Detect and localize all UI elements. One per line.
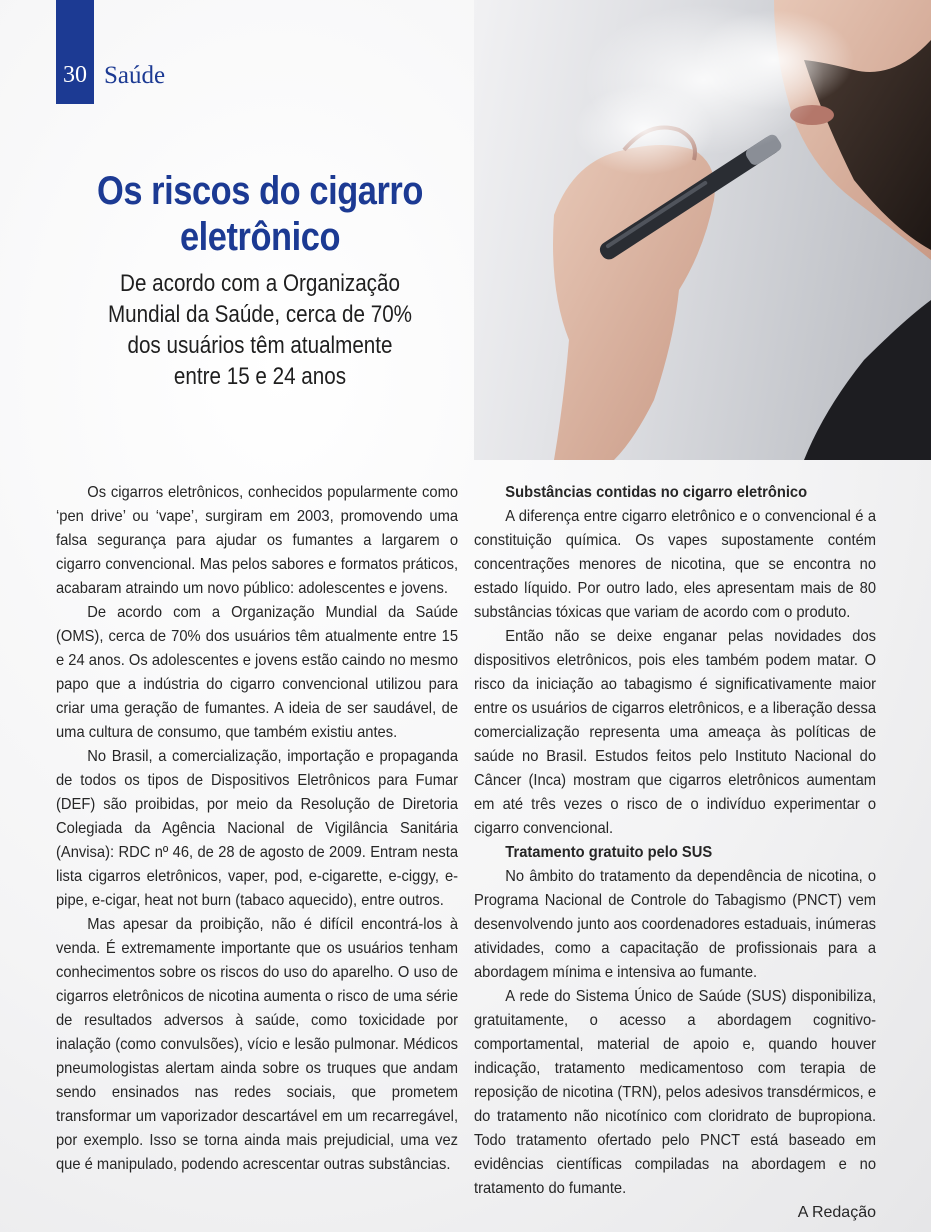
subheading-substances: Substâncias contidas no cigarro eletrônico bbox=[505, 484, 808, 501]
body-paragraph: De acordo com a Organização Mundial da Saúde (OMS), cerca de 70% dos usuários têm atualmente entre 15 e 24 anos. Os adolescentes e jovens estão caindo no mesmo papo que a indústria do cigarro convencional utilizou para criar uma geração de fumantes. A ideia de ser saudável, de uma cultura de consumo, que também existiu antes. bbox=[56, 604, 459, 741]
body-paragraph: A diferença entre cigarro eletrônico e o convencional é a constituição química. Os vapes supostamente contém concentrações menores de nicotina, que se encontra no estado líquido. Por outro lado, eles apresentam mais de 80 substâncias tóxicas que variam de acordo com o produto. bbox=[474, 508, 877, 621]
article-title: Os riscos do cigarro eletrônico bbox=[97, 169, 423, 259]
body-paragraph: No âmbito do tratamento da dependência de nicotina, o Programa Nacional de Controle do Tabagismo (PNCT) vem desenvolvendo junto aos coordenadores estaduais, inúmeras atividades, como a capacitação de profissionais para a abordagem mínima e intensiva ao fumante. bbox=[474, 868, 877, 981]
article-left-column bbox=[56, 481, 458, 1177]
body-paragraph: A rede do Sistema Único de Saúde (SUS) disponibiliza, gratuitamente, o acesso a abordagem cognitivo-comportamental, material de apoio e, quando houver indicação, tratamento medicamentoso com terapia de reposição de nicotina (TRN), pelos adesivos transdérmicos, e do tratamento não nicotínico com cloridrato de bupropiona. Todo tratamento ofertado pelo PNCT está baseado em evidências científicas compiladas na abordagem e no tratamento do fumante. bbox=[474, 988, 877, 1197]
body-paragraph: Então não se deixe enganar pelas novidades dos dispositivos eletrônicos, pois eles também podem matar. O risco da iniciação ao tabagismo é significativamente maior entre os usuários de cigarros eletrônicos, e a liberação dessa comercialização representa uma ameaça às políticas de saúde no Brasil. Estudos feitos pelo Instituto Nacional do Câncer (Inca) mostram que cigarros eletrônicos aumentam em até três vezes o risco de o indivíduo experimentar o cigarro convencional. bbox=[474, 628, 877, 837]
article-subtitle: De acordo com a Organização Mundial da Saúde, cerca de 70% dos usuários têm atualmente entre 15 e 24 anos bbox=[107, 270, 413, 390]
body-paragraph: Os cigarros eletrônicos, conhecidos popularmente como ‘pen drive’ ou ‘vape’, surgiram em 2003, promovendo uma falsa segurança para ajudar os fumantes a largarem o cigarro convencional. Mas pelos sabores e formatos práticos, acabaram atraindo um novo público: adolescentes e jovens. bbox=[56, 484, 459, 597]
article-right-column bbox=[474, 481, 876, 1225]
person-vaping-photo bbox=[474, 0, 931, 460]
subheading-sus-treatment: Tratamento gratuito pelo SUS bbox=[505, 844, 713, 861]
section-label: Saúde bbox=[104, 62, 166, 89]
body-paragraph: No Brasil, a comercialização, importação e propaganda de todos os tipos de Dispositivos Eletrônicos para Fumar (DEF) são proibidas, por meio da Resolução de Diretoria Colegiada da Agência Nacional de Vigilância Sanitária (Anvisa): RDC nº 46, de 28 de agosto de 2009. Entram nesta lista cigarros eletrônicos, vaper, pod, e-cigarette, e-ciggy, e-pipe, e-cigar, heat not burn (tabaco aquecido), entre outros. bbox=[56, 748, 459, 909]
page-number: 30 bbox=[63, 62, 87, 88]
author-signature: A Redação bbox=[797, 1204, 876, 1221]
body-paragraph: Mas apesar da proibição, não é difícil encontrá-los à venda. É extremamente importante que os usuários tenham conhecimentos sobre os riscos do uso do aparelho. O uso de cigarros eletrônicos de nicotina aumenta o risco de uma série de resultados adversos à saúde, como toxicidade por inalação (como convulsões), vício e lesão pulmonar. Médicos pneumologistas alertam ainda sobre os truques que andam sendo ensinados nas redes sociais, que prometem transformar um vaporizador descartável em um recarregável, por exemplo. Isso se torna ainda mais prejudicial, uma vez que é manipulado, podendo acrescentar outras substâncias. bbox=[56, 916, 459, 1173]
person-vaping-illustration bbox=[474, 0, 931, 460]
